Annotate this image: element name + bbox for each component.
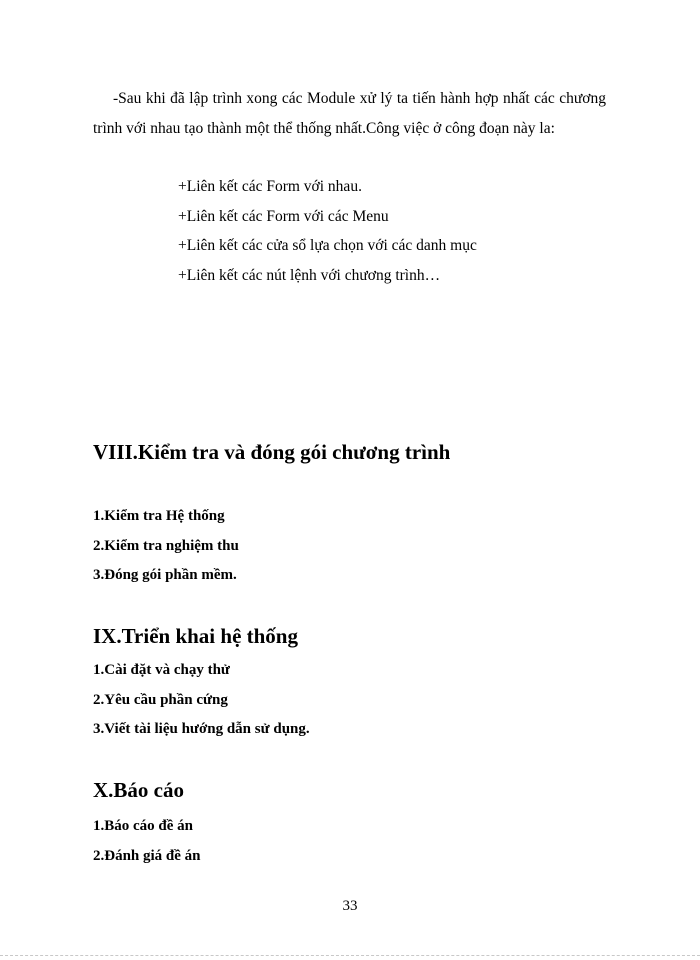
- section-heading-viii: VIII.Kiểm tra và đóng gói chương trình: [93, 440, 451, 464]
- section-viii-list: [93, 502, 239, 591]
- section-heading-x: X.Báo cáo: [93, 778, 184, 802]
- intro-list-item: +Liên kết các nút lệnh với chương trình…: [178, 266, 441, 284]
- section-list-item: 1.Kiểm tra Hệ thống: [93, 508, 225, 524]
- intro-paragraph: [93, 84, 606, 144]
- section-list-item: 1.Báo cáo đề án: [93, 818, 194, 834]
- section-list-item: 2.Kiểm tra nghiệm thu: [93, 537, 239, 554]
- section-list-item: 1.Cài đặt và chạy thử: [93, 662, 230, 678]
- section-ix-list: [93, 656, 310, 745]
- section-list-item: 3.Viết tài liệu hướng dẫn sử dụng.: [93, 721, 310, 737]
- intro-list-item: +Liên kết các cửa sổ lựa chọn với các danh mục: [178, 237, 477, 254]
- section-list-item: 3.Đóng gói phần mềm.: [93, 567, 237, 583]
- page-bottom-divider: [0, 955, 700, 956]
- section-x-list: [93, 812, 201, 871]
- intro-list-item: +Liên kết các Form với các Menu: [178, 207, 389, 225]
- intro-list-item: +Liên kết các Form với nhau.: [178, 178, 362, 195]
- section-list-item: 2.Đánh giá đề án: [93, 847, 201, 864]
- intro-list: [178, 172, 477, 290]
- section-list-item: 2.Yêu cầu phần cứng: [93, 691, 228, 708]
- intro-paragraph-text: -Sau khi đã lập trình xong các Module xử lý ta tiến hành hợp nhất các chương trình với nhau tạo thành một thể thống nhất.Công việc ở công đoạn này la:: [93, 90, 606, 137]
- page-number: 33: [342, 898, 358, 914]
- section-heading-ix: IX.Triển khai hệ thống: [93, 624, 298, 648]
